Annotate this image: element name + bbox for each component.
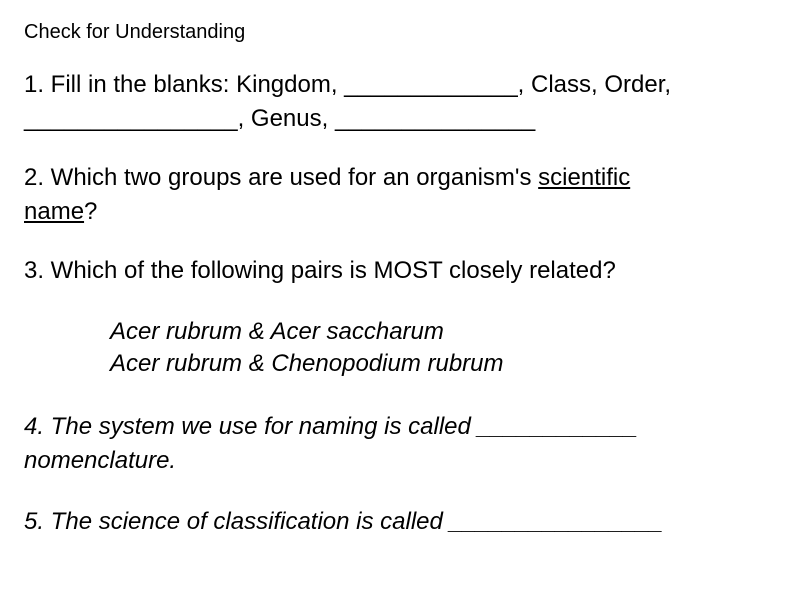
- question-1-line-2: ________________, Genus, _______________: [24, 105, 536, 132]
- question-5-text: 5. The science of classification is called ________________: [24, 508, 664, 535]
- question-1: [24, 68, 671, 136]
- question-2-line-1: [24, 161, 630, 195]
- question-2-prefix: 2. Which two groups are used for an organism's: [24, 164, 539, 191]
- question-4: [24, 410, 638, 478]
- question-3-text: 3. Which of the following pairs is MOST closely related?: [24, 257, 616, 284]
- question-2-underlined-scientific: scientific: [538, 164, 631, 191]
- question-3-pairs: [110, 316, 504, 380]
- page-title: Check for Understanding: [24, 21, 246, 43]
- question-5: [24, 505, 663, 539]
- question-3-pair-1: Acer rubrum & Acer saccharum: [110, 318, 444, 345]
- question-3-pair-2: Acer rubrum & Chenopodium rubrum: [110, 350, 504, 377]
- question-1-line-1: 1. Fill in the blanks: Kingdom, _____________, Class, Order,: [24, 71, 672, 98]
- question-2-underlined-name: name: [24, 198, 85, 225]
- question-3: [24, 254, 616, 288]
- question-2-suffix: ?: [84, 198, 98, 225]
- question-2: [24, 161, 630, 229]
- question-2-line-2: [24, 195, 630, 229]
- question-4-line-2: nomenclature.: [24, 447, 177, 474]
- question-4-line-1: 4. The system we use for naming is called ____________: [24, 413, 638, 440]
